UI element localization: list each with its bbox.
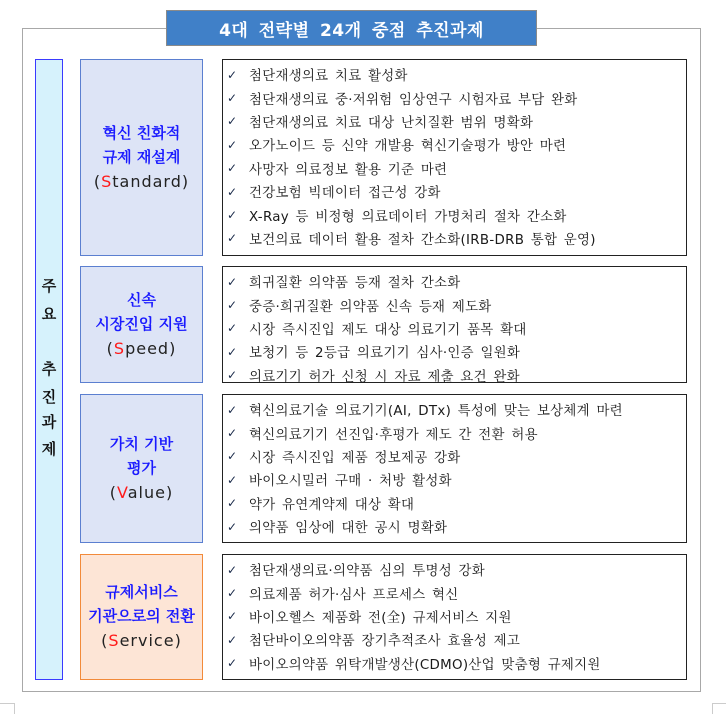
list-item: ✓ 희귀질환 의약품 등재 절차 간소화 (227, 274, 461, 292)
category-title-line: 기관으로의 전환 (88, 607, 195, 625)
check-icon: ✓ (227, 449, 238, 464)
check-icon: ✓ (227, 562, 238, 577)
check-icon: ✓ (227, 184, 238, 199)
task-list-value (222, 394, 687, 543)
list-item: ✓ 첨단재생의료·의약품 심의 투명성 강화 (227, 562, 485, 580)
side-label-char: 진 (41, 388, 57, 406)
category-speed (80, 266, 203, 383)
check-icon: ✓ (227, 91, 238, 106)
category-english: (Speed) (106, 338, 177, 358)
list-item: ✓ 바이오시밀러 구매 · 처방 활성화 (227, 472, 452, 490)
list-item: ✓ 시장 즉시진입 제품 정보제공 강화 (227, 449, 461, 466)
list-item: ✓ 혁신의료기기 선진입·후평가 제도 간 전환 허용 (227, 426, 538, 443)
check-icon: ✓ (227, 632, 238, 647)
check-icon: ✓ (227, 426, 238, 441)
list-item: ✓ 오가노이드 등 신약 개발용 혁신기술평가 방안 마련 (227, 137, 567, 155)
lead-letter: V (117, 482, 128, 502)
list-item: ✓ 바이오헬스 제품화 전(全) 규제서비스 지원 (227, 609, 512, 626)
category-title-line: 규제 재설계 (102, 147, 181, 166)
list-item: ✓ 의료기기 허가 신청 시 자료 제출 요건 완화 (227, 368, 520, 385)
list-item: ✓ 보청기 등 2등급 의료기기 심사·인증 일원화 (227, 344, 521, 362)
check-icon: ✓ (227, 321, 238, 336)
category-title-line: 시장진입 지원 (95, 314, 188, 333)
list-item: ✓ 혁신의료기술 의료기기(AI, DTx) 특성에 맞는 보상체계 마련 (227, 402, 623, 420)
category-title-line: 혁신 친화적 (102, 123, 181, 142)
side-label-char: 요 (41, 305, 57, 323)
list-item: ✓ 의료제품 허가·심사 프로세스 혁신 (227, 586, 459, 603)
list-item: ✓ 첨단재생의료 치료 활성화 (227, 67, 408, 85)
list-item: ✓ 의약품 임상에 대한 공시 명확화 (227, 519, 448, 537)
check-icon: ✓ (227, 496, 238, 511)
category-standard (80, 59, 203, 256)
category-title-line: 가치 기반 (109, 434, 174, 453)
list-item: ✓ 약가 유연계약제 대상 확대 (227, 496, 415, 513)
side-label-char: 과 (41, 413, 57, 431)
check-icon: ✓ (227, 402, 238, 417)
side-label-char: 주 (41, 277, 57, 295)
list-item: ✓ 첨단재생의료 치료 대상 난치질환 범위 명확화 (227, 114, 534, 131)
check-icon: ✓ (227, 208, 238, 223)
page-corner-mark (712, 703, 726, 714)
category-title-line: 평가 (127, 458, 156, 477)
check-icon: ✓ (227, 137, 238, 152)
check-icon: ✓ (227, 344, 238, 359)
category-title-line: 규제서비스 (105, 583, 178, 601)
list-item: ✓ 첨단재생의료 중·저위험 임상연구 시험자료 부담 완화 (227, 91, 578, 108)
page-title: 4대 전략별 24개 중점 추진과제 (166, 10, 537, 46)
check-icon: ✓ (227, 274, 238, 289)
category-english: (Standard) (93, 171, 190, 191)
list-item: ✓ 첨단바이오의약품 장기추적조사 효율성 제고 (227, 632, 521, 650)
list-item: ✓ 보건의료 데이터 활용 절차 간소화(IRB-DRB 통합 운영) (227, 231, 596, 248)
check-icon: ✓ (227, 656, 238, 671)
lead-letter: S (113, 338, 126, 358)
check-icon: ✓ (227, 114, 238, 129)
check-icon: ✓ (227, 519, 238, 534)
check-icon: ✓ (227, 298, 238, 313)
task-list-standard (222, 59, 687, 256)
list-item: ✓ 시장 즉시진입 제도 대상 의료기기 품목 확대 (227, 321, 527, 338)
category-english: (Value) (109, 482, 174, 502)
list-item: ✓ 중증·희귀질환 의약품 신속 등재 제도화 (227, 298, 492, 315)
side-label-char: 제 (41, 440, 57, 458)
check-icon: ✓ (227, 472, 238, 487)
lead-letter: S (108, 631, 120, 650)
check-icon: ✓ (227, 161, 238, 176)
list-item: ✓ 건강보험 빅데이터 접근성 강화 (227, 184, 441, 202)
lead-letter: S (101, 171, 113, 191)
check-icon: ✓ (227, 67, 238, 82)
check-icon: ✓ (227, 586, 238, 601)
page-corner-mark (0, 703, 15, 714)
list-item: ✓ 사망자 의료정보 활용 기준 마련 (227, 161, 448, 178)
category-english: (Service) (101, 631, 182, 650)
task-list-service (222, 554, 687, 680)
list-item: ✓ X-Ray 등 비정형 의료데이터 가명처리 절차 간소화 (227, 208, 567, 225)
check-icon: ✓ (227, 368, 238, 383)
check-icon: ✓ (227, 231, 238, 246)
side-label-char: 추 (41, 360, 57, 378)
check-icon: ✓ (227, 609, 238, 624)
category-service (80, 554, 203, 680)
category-title-line: 신속 (127, 290, 156, 309)
task-list-speed (222, 266, 687, 383)
side-label-main-tasks (35, 59, 63, 680)
category-value (80, 394, 203, 543)
list-item: ✓ 바이오의약품 위탁개발생산(CDMO)산업 맞춤형 규제지원 (227, 656, 601, 673)
